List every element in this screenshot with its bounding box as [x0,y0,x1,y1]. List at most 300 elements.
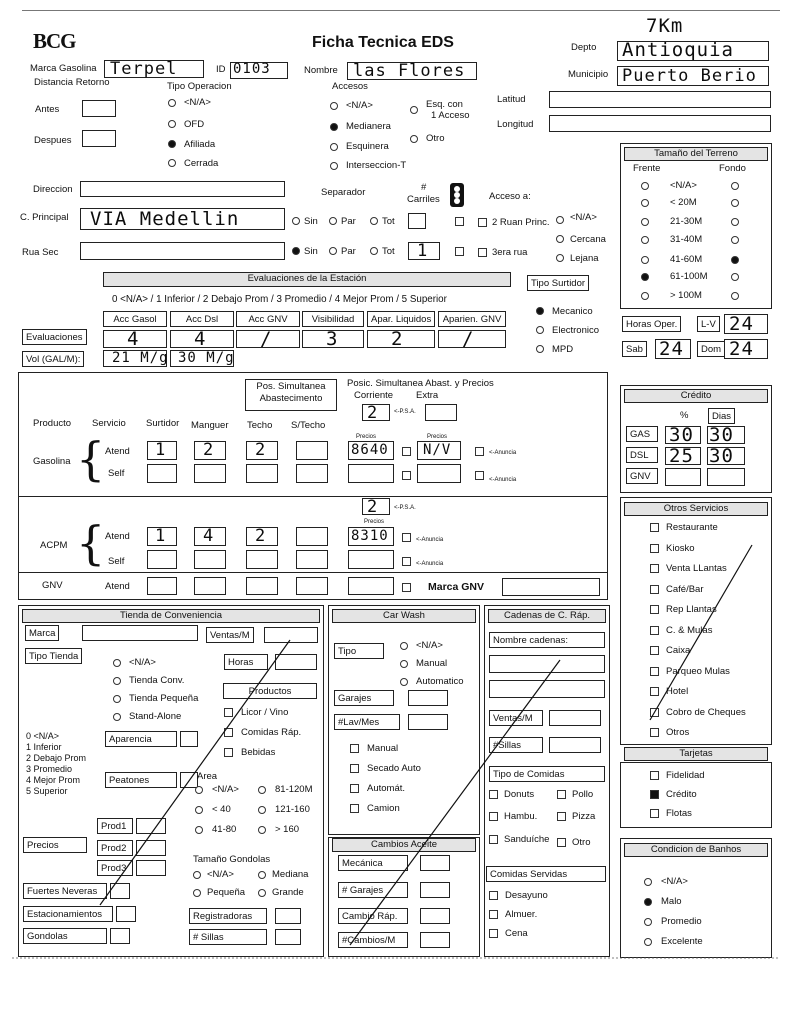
cadenas-tipo-check-0[interactable] [489,790,498,799]
longitud-label: Longitud [497,119,534,130]
id-value: 0103 [233,61,271,77]
tipo-tienda-radio-3[interactable] [113,713,121,721]
acpm-precio-value: 8310 [351,528,389,544]
otros-check-8[interactable] [650,687,659,696]
tipo-tienda-option-3: Stand-Alone [129,711,182,722]
rs-par-radio[interactable] [329,247,337,255]
credito-dias-value-0: 30 [709,424,734,446]
tipo-operacion-label: Tipo Operacion [167,81,232,92]
aparencia-label: Aparencia [105,731,177,747]
frente-radio-3[interactable] [641,236,649,244]
acceso-cercana-radio[interactable] [556,235,564,243]
accesos-esq: Esq. con [426,99,463,110]
despues-field[interactable] [82,130,116,147]
gnv-stecho[interactable] [296,577,328,595]
acpm-self-manguer[interactable] [194,550,226,569]
cp-sin-radio[interactable] [292,217,300,225]
eval-value-0: 4 [127,328,140,350]
otros-check-4[interactable] [650,605,659,614]
marca-gnv-label: Marca GNV [428,581,485,593]
cadenas-tipo-4: Sanduíche [504,834,550,845]
otros-item-2: Venta LLantas [666,563,727,574]
horas-oper-label: Horas Oper. [622,316,681,332]
gas-self-techo[interactable] [246,464,278,483]
otros-check-3[interactable] [650,585,659,594]
prod1-field[interactable] [136,818,166,834]
credito-pct-field-2[interactable] [665,468,701,486]
credito-header: Crédito [624,389,768,403]
tienda-scale-4: 4 Mejor Prom [26,775,81,785]
cadenas-servidas-0: Desayuno [505,890,548,901]
tarjetas-item-2: Flotas [666,808,692,819]
extra-label: Extra [416,390,439,401]
tienda-scale-2: 2 Debajo Prom [26,753,87,763]
tamano-header: Tamaño del Terreno [624,147,768,161]
fondo-radio-0[interactable] [731,182,739,190]
c-principal-label: C. Principal [20,212,69,223]
eval-scale: 0 <N/A> / 1 Inferior / 2 Debajo Prom / 3 Promedio / 4 Mejor Prom / 5 Superior [112,294,447,305]
acpm-anuncia-check[interactable] [402,533,411,542]
tipo-op-ofd-radio[interactable] [168,120,176,128]
frente-radio-5[interactable] [641,273,649,281]
carwash-check-0[interactable] [350,744,359,753]
area-option-4: 121-160 [275,804,310,815]
banhos-item-1: Malo [661,896,682,907]
sab-label: Sab [622,341,647,357]
area-option-3: 81-120M [275,784,313,795]
otros-check-1[interactable] [650,544,659,553]
gond-na-radio[interactable] [193,871,201,879]
lav-mes-label: #Lav/Mes [334,714,400,730]
tamano-option-2: 21-30M [670,216,703,227]
fondo-radio-6[interactable] [731,292,739,300]
fuertes-neveras-label: Fuertes Neveras [23,883,107,899]
carwash-check-3[interactable] [350,804,359,813]
cadenas-tipo-check-4[interactable] [489,835,498,844]
acpm-surtidor-value: 1 [155,526,167,546]
c-principal-value: VIA Medellin [90,208,240,230]
otros-check-0[interactable] [650,523,659,532]
cambios-garajes-field[interactable] [420,882,450,898]
gnv-anuncia-check[interactable] [402,583,411,592]
cadenas-sillas-label: #Sillas [489,737,543,753]
frente-radio-4[interactable] [641,256,649,264]
accesos-interseccion-radio[interactable] [330,162,338,170]
accesos-na-radio[interactable] [330,102,338,110]
gas-self-surtidor[interactable] [147,464,177,483]
cadenas-tipo-1: Pollo [572,789,594,800]
tipo-tienda-option-1: Tienda Conv. [129,675,185,686]
credito-pct-value-0: 30 [669,424,694,446]
credito-key-1: DSL [626,447,658,463]
credito-key-0: GAS [626,426,658,442]
area-radio-3[interactable] [258,786,266,794]
cp-tot-radio[interactable] [370,217,378,225]
gas-self-anuncia-label: <-Anuncia [489,477,517,483]
gas-techo-value: 2 [255,440,267,460]
latitud-field[interactable] [549,91,771,108]
accesos-na: <N/A> [346,100,373,111]
surtidor-electronico: Electronico [552,325,599,336]
cadenas-sillas-field[interactable] [549,737,601,753]
otros-check-5[interactable] [650,626,659,635]
fuertes-neveras-field[interactable] [110,883,130,899]
rua-sec-label: Rua Sec [22,247,59,258]
gnv-precio[interactable] [348,577,394,595]
gas-anuncia-check[interactable] [402,447,411,456]
credito-dias-field-2[interactable] [707,468,745,486]
tamano-option-5: 61-100M [670,271,708,282]
gas-precios-label: Precios [356,434,377,440]
accesos-label: Accesos [332,81,368,92]
surtidor-mecanico: Mecanico [552,306,593,317]
garajes-field[interactable] [408,690,448,706]
cambio-rap-field[interactable] [420,908,450,924]
evaluaciones-header: Evaluaciones de la Estación [103,272,511,287]
tipo-op-afiliada-radio[interactable] [168,140,176,148]
tienda-prod-item-1: Comidas Ráp. [241,727,302,738]
gnv-manguer[interactable] [194,577,226,595]
gas-psa-value: 2 [367,403,379,423]
depto-value: Antioquia [622,39,734,61]
gas-precio-extra-value: N/V [423,442,452,458]
marca-gnv-field[interactable] [502,578,600,596]
cp-carriles-field[interactable] [408,213,426,229]
acpm-self-anuncia-check[interactable] [402,557,411,566]
frente-radio-6[interactable] [641,292,649,300]
tarjetas-check-1[interactable] [650,790,659,799]
antes-label: Antes [35,104,60,115]
col-stecho: S/Techo [291,420,326,431]
area-option-0: <N/A> [212,784,239,795]
gnv-surtidor[interactable] [147,577,177,595]
tipo-op-cerrada-radio[interactable] [168,159,176,167]
otros-item-9: Cobro de Cheques [666,706,746,718]
cadenas-servidas-check-2[interactable] [489,929,498,938]
longitud-field[interactable] [549,115,771,132]
lav-mes-field[interactable] [408,714,448,730]
tarjetas-check-0[interactable] [650,771,659,780]
direccion-field[interactable] [80,181,285,197]
mecanica-field[interactable] [420,855,450,871]
accesos-esquinera-radio[interactable] [330,143,338,151]
area-radio-1[interactable] [195,806,203,814]
area-radio-5[interactable] [258,826,266,834]
gas-precio-value: 8640 [351,442,389,458]
acceso-lejana-radio[interactable] [556,254,564,262]
otros-item-7: Parqueo Mulas [666,665,730,677]
acpm-label: ACPM [40,540,68,551]
gas-manguer-value: 2 [203,440,215,460]
rua-sec-field[interactable] [80,242,285,260]
otros-item-6: Caixa [666,645,691,656]
prod2-field[interactable] [136,840,166,856]
rs-sin: Sin [304,246,318,257]
eval-col-5: Aparien. GNV [438,311,506,327]
tienda-marca-label: Marca [25,625,59,641]
registradoras-label: Registradoras [189,908,267,924]
rs-sera-check[interactable] [478,248,487,257]
cadenas-tipo-check-1[interactable] [557,790,566,799]
gnv-label: GNV [42,580,63,591]
cadenas-tipo-check-3[interactable] [557,812,566,821]
banhos-header: Condicion de Banhos [624,843,768,857]
latitud-label: Latitud [497,94,526,105]
cadenas-field-2[interactable] [489,680,605,698]
acceso-a-label: Acceso a: [489,191,531,202]
gas-atend-stecho[interactable] [296,441,328,460]
tienda-marca-field[interactable] [82,625,198,641]
surtidor-electronico-radio[interactable] [536,326,544,334]
gas-extra-anuncia-check[interactable] [475,447,484,456]
surtidor-mpd-radio[interactable] [536,345,544,353]
otros-item-1: Kiosko [666,542,695,554]
tienda-prod-check-2[interactable] [224,748,233,757]
area-radio-4[interactable] [258,806,266,814]
tienda-prod-item-2: Bebidas [241,747,276,758]
carwash-check-2[interactable] [350,784,359,793]
acpm-self-precio[interactable] [348,550,394,569]
acceso-lejana: Lejana [570,253,599,264]
carwash-check-1[interactable] [350,764,359,773]
cadenas-servidas-check-0[interactable] [489,891,498,900]
nombre-value: las Flores [353,61,466,81]
cp-par: Par [341,216,356,227]
gas-self-stecho[interactable] [296,464,328,483]
gond-na: <N/A> [207,869,234,880]
otros-check-7[interactable] [650,667,659,676]
cadenas-header: Cadenas de C. Ráp. [488,609,606,623]
cadenas-tipo-3: Pizza [572,811,596,822]
sab-value: 24 [659,338,684,360]
carwash-na-radio[interactable] [400,642,408,650]
banhos-radio-0[interactable] [644,878,652,886]
otros-header: Otros Servicios [624,502,768,516]
cadenas-tipo-5: Otro [572,837,591,848]
gas-extra-psa-field[interactable] [425,404,457,421]
surtidor-mpd: MPD [552,344,574,355]
tipo-tienda-radio-0[interactable] [113,659,121,667]
carwash-na: <N/A> [416,640,443,651]
gnv-techo[interactable] [246,577,278,595]
cp-ruan-check[interactable] [478,218,487,227]
gond-mediana: Mediana [272,869,309,880]
gas-self-manguer[interactable] [194,464,226,483]
tienda-scale-0: 0 <N/A> [26,731,60,741]
rs-tot-radio[interactable] [370,247,378,255]
fondo-radio-3[interactable] [731,236,739,244]
marca-value: Terpel [110,59,178,79]
tipo-tienda-radio-1[interactable] [113,677,121,685]
tipo-comidas-label: Tipo de Comidas [489,766,605,782]
accesos-medianera-radio[interactable] [330,123,338,131]
carwash-auto-radio[interactable] [400,678,408,686]
acpm-self-techo[interactable] [246,550,278,569]
tamano-option-4: 41-60M [670,254,703,265]
banhos-radio-1[interactable] [644,898,652,906]
accesos-otro-radio[interactable] [410,135,418,143]
otros-item-10: Otros [666,727,690,738]
eval-row-label: Evaluaciones [22,329,87,345]
accesos-esq-radio[interactable] [410,106,418,114]
banhos-radio-2[interactable] [644,918,652,926]
tarjetas-item-1: Crédito [666,789,697,800]
prod3-field[interactable] [136,860,166,876]
tienda-ventas-field[interactable] [264,627,318,643]
credito-key-2: GNV [626,468,658,484]
otros-check-9[interactable] [650,708,659,717]
prod3-label: Prod3 [97,860,133,876]
otros-check-2[interactable] [650,564,659,573]
surtidor-mecanico-radio[interactable] [536,307,544,315]
tamano-option-6: > 100M [670,290,702,301]
gas-self-precio[interactable] [348,464,394,483]
carwash-manual-radio[interactable] [400,660,408,668]
otros-item-4: Rep Llantas [666,604,717,615]
tienda-sillas-label: # Sillas [189,929,267,945]
area-radio-0[interactable] [195,786,203,794]
eval-value-5: / [462,328,475,350]
gas-self-label: Self [108,468,125,479]
tienda-horas-label: Horas [224,654,268,670]
fondo-radio-4[interactable] [731,256,739,264]
acpm-brace: { [76,516,106,570]
carwash-auto: Automatico [416,676,464,687]
carriles-label: Carriles [407,194,440,205]
area-option-5: > 160 [275,824,300,835]
eval-value-2: / [260,328,273,350]
cp-tot: Tot [382,216,395,227]
depto-label: Depto [571,42,597,53]
credito-dias-value-1: 30 [709,445,734,467]
dom-label: Dom [697,341,725,357]
tienda-sillas-field[interactable] [275,929,301,945]
municipio-label: Municipio [568,69,609,80]
estacionamientos-field[interactable] [116,906,136,922]
cadenas-ventas-label: Ventas/M [489,710,543,726]
acpm-self-anuncia-label: <-Anuncia [416,561,444,567]
cadenas-servidas-check-1[interactable] [489,910,498,919]
gas-self-extra-check[interactable] [475,471,484,480]
tipo-op-na-radio[interactable] [168,99,176,107]
tarjetas-item-0: Fidelidad [666,770,705,781]
fondo-radio-5[interactable] [731,273,739,281]
col-techo: Techo [247,420,273,431]
otros-check-10[interactable] [650,728,659,737]
acpm-self-stecho[interactable] [296,550,328,569]
registradoras-field[interactable] [275,908,301,924]
acpm-atend-stecho[interactable] [296,527,328,546]
acceso-na-radio[interactable] [556,216,564,224]
tienda-ventas-label: Ventas/M [206,627,254,643]
gond-pequena: Pequeña [207,887,246,898]
cadenas-ventas-field[interactable] [549,710,601,726]
direccion-label: Direccion [33,184,73,195]
tienda-prod-check-0[interactable] [224,708,233,717]
tienda-prod-check-1[interactable] [224,728,233,737]
eval-col-0: Acc Gasol [103,311,167,327]
acpm-psa-value: 2 [367,497,379,517]
gas-anuncia-label: <-Anuncia [489,450,517,456]
gond-mediana-radio[interactable] [258,871,266,879]
peatones-field[interactable] [180,772,198,788]
frente-radio-1[interactable] [641,199,649,207]
gond-grande-radio[interactable] [258,889,266,897]
acpm-self-label: Self [108,556,125,567]
carwash-item-3: Camion [367,803,400,814]
despues-label: Despues [34,135,72,146]
frente-label: Frente [633,163,661,174]
frente-radio-0[interactable] [641,182,649,190]
otros-item-0: Restaurante [666,522,718,533]
tarjetas-check-2[interactable] [650,809,659,818]
num-cambios-field[interactable] [420,932,450,948]
cambio-rap-label: Cambio Ráp. [338,908,408,924]
gond-pequena-radio[interactable] [193,889,201,897]
area-radio-2[interactable] [195,826,203,834]
cp-par-radio[interactable] [329,217,337,225]
tipo-op-na: <N/A> [184,97,211,108]
accesos-interseccion: Interseccion-T [346,160,407,171]
tienda-horas-field[interactable] [275,654,317,670]
rs-separador-check[interactable] [455,247,464,256]
acpm-precios-label: Precios [364,519,385,525]
cadenas-servidas-1: Almuer. [505,909,538,920]
precios-label: Precios [23,837,87,853]
cambios-garajes-label: # Garajes [338,882,408,898]
form-title: Ficha Tecnica EDS [312,34,454,51]
cadenas-tipo-check-2[interactable] [489,812,498,821]
cadenas-tipo-check-5[interactable] [557,838,566,847]
carwash-header: Car Wash [332,609,476,623]
acpm-self-surtidor[interactable] [147,550,177,569]
frente-radio-2[interactable] [641,218,649,226]
banhos-item-0: <N/A> [661,876,688,887]
antes-field[interactable] [82,100,116,117]
rs-tot: Tot [382,246,395,257]
estacionamientos-label: Estacionamientos [23,906,113,922]
aparencia-field[interactable] [180,731,198,747]
area-option-1: < 40 [212,804,231,815]
rs-sin-radio[interactable] [292,247,300,255]
gondolas-label: Gondolas [23,928,107,944]
otros-item-8: Hotel [666,686,689,697]
tipo-tienda-radio-2[interactable] [113,695,121,703]
tipo-tienda-option-0: <N/A> [129,657,156,668]
separador-label: Separador [321,187,366,198]
acceso-na: <N/A> [570,212,597,223]
col-manguer: Manguer [191,420,229,431]
eval-col-1: Acc Dsl [170,311,234,327]
fondo-radio-1[interactable] [731,199,739,207]
banhos-radio-3[interactable] [644,938,652,946]
vol-gas-value: 21 M/g [112,350,169,366]
eval-col-2: Acc GNV [236,311,300,327]
cp-separador-check[interactable] [455,217,464,226]
tamano-gondolas-label: Tamaño Gondolas [193,854,271,865]
vol-dsl-value: 30 M/g [178,350,235,366]
col-servicio: Servicio [92,418,126,429]
posic-label: Posic. Simultanea Abast. y Precios [347,378,494,389]
gas-self-anuncia-check[interactable] [402,471,411,480]
cadenas-field-1[interactable] [489,655,605,673]
mecanica-label: Mecánica [338,855,408,871]
otros-check-6[interactable] [650,646,659,655]
gondolas-field[interactable] [110,928,130,944]
fondo-radio-2[interactable] [731,218,739,226]
gas-self-precio-extra[interactable] [417,464,461,483]
gas-atend-label: Atend [105,446,130,457]
